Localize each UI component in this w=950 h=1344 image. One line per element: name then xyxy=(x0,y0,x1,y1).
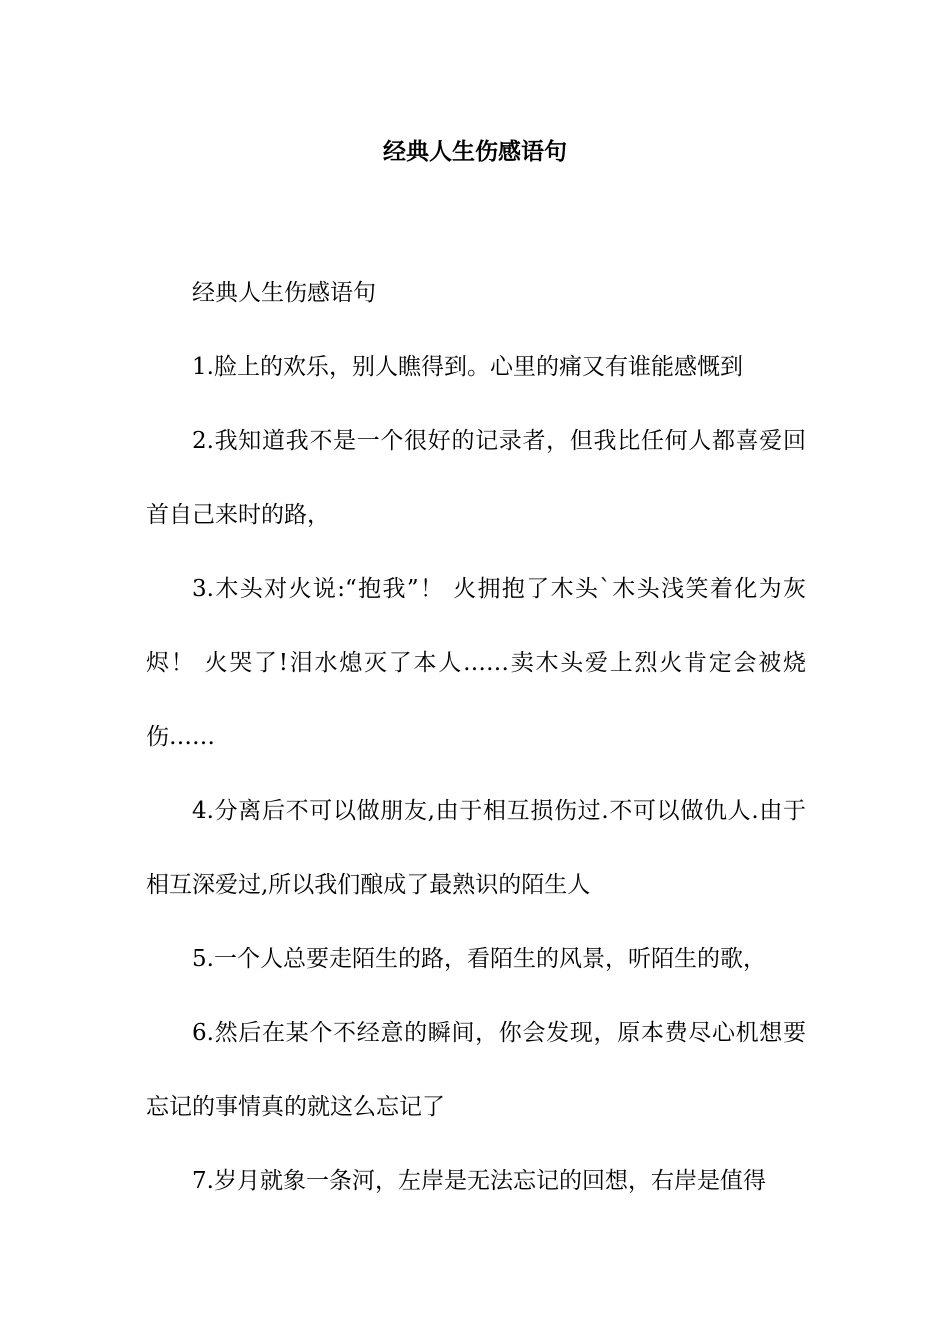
paragraph-heading: 经典人生伤感语句 xyxy=(192,280,376,306)
paragraph-item-4: 4.分离后不可以做朋友,由于相互损伤过.不可以做仇人.由于相互深爱过,所以我们酿成了最熟识的陌生人 xyxy=(146,798,806,898)
paragraph-item-5: 5.一个人总要走陌生的路，看陌生的风景，听陌生的歌， xyxy=(192,946,766,972)
document-body xyxy=(146,256,806,1218)
paragraph-item-7: 7.岁月就象一条河，左岸是无法忘记的回想，右岸是值得 xyxy=(192,1168,766,1194)
paragraph-item-2: 2.我知道我不是一个很好的记录者，但我比任何人都喜爱回首自己来时的路， xyxy=(146,428,806,528)
paragraph-item-1: 1.脸上的欢乐，别人瞧得到。心里的痛又有谁能感慨到 xyxy=(192,354,743,380)
document-title: 经典人生伤感语句 xyxy=(383,138,567,165)
paragraph-item-6: 6.然后在某个不经意的瞬间，你会发现，原本费尽心机想要忘记的事情真的就这么忘记了 xyxy=(146,1020,806,1120)
paragraph-item-3: 3.木头对火说:“抱我”！ 火拥抱了木头`木头浅笑着化为灰烬！ 火哭了!泪水熄灭了本人……卖木头爱上烈火肯定会被烧伤…… xyxy=(146,576,806,750)
